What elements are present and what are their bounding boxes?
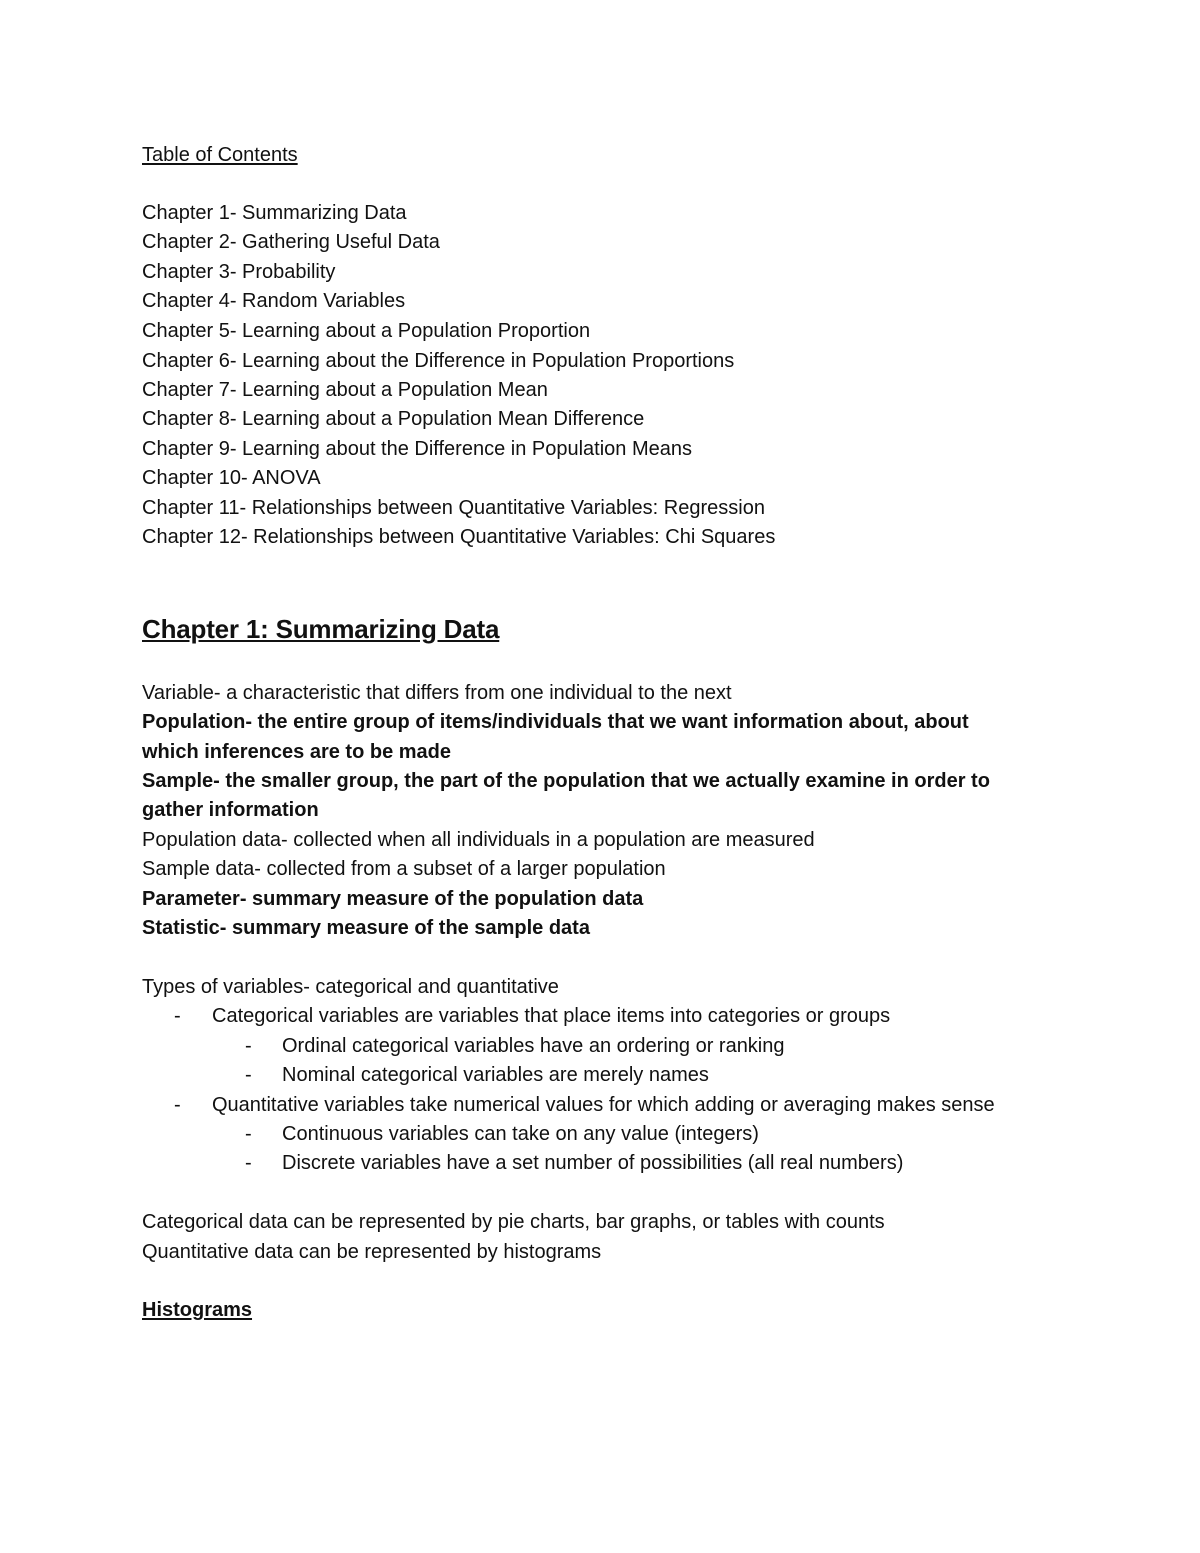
definition-statistic: Statistic- summary measure of the sample data — [142, 917, 590, 939]
toc-item: Chapter 8- Learning about a Population Mean Difference — [142, 408, 645, 430]
bullet-dash: - — [245, 1064, 252, 1086]
toc-item: Chapter 4- Random Variables — [142, 290, 406, 312]
list-item-nominal: Nominal categorical variables are merely names — [282, 1064, 709, 1086]
definition-variable: Variable- a characteristic that differs from one individual to the next — [142, 682, 732, 704]
toc-item: Chapter 5- Learning about a Population Proportion — [142, 320, 591, 342]
toc-item: Chapter 2- Gathering Useful Data — [142, 231, 440, 253]
toc-item: Chapter 6- Learning about the Difference in Population Proportions — [142, 350, 735, 372]
definition-parameter: Parameter- summary measure of the population data — [142, 888, 644, 910]
representation-categorical: Categorical data can be represented by pie charts, bar graphs, or tables with counts — [142, 1211, 885, 1233]
histograms-heading: Histograms — [142, 1299, 253, 1321]
toc-item: Chapter 12- Relationships between Quantitative Variables: Chi Squares — [142, 526, 776, 548]
chapter-heading: Chapter 1: Summarizing Data — [142, 614, 500, 644]
representation-quantitative: Quantitative data can be represented by histograms — [142, 1241, 602, 1263]
toc-item: Chapter 10- ANOVA — [142, 467, 321, 489]
toc-item: Chapter 11- Relationships between Quantitative Variables: Regression — [142, 497, 765, 519]
definition-population-cont: which inferences are to be made — [142, 741, 451, 763]
bullet-dash: - — [174, 1005, 181, 1027]
bullet-dash: - — [245, 1035, 252, 1057]
bullet-dash: - — [245, 1152, 252, 1174]
definition-population: Population- the entire group of items/individuals that we want information about, about — [142, 711, 969, 733]
toc-item: Chapter 1- Summarizing Data — [142, 202, 407, 224]
list-item-ordinal: Ordinal categorical variables have an ordering or ranking — [282, 1035, 785, 1057]
definition-sample-cont: gather information — [142, 799, 319, 821]
bullet-dash: - — [174, 1094, 181, 1116]
definition-sample: Sample- the smaller group, the part of the population that we actually examine in order to — [142, 770, 990, 792]
list-item-discrete: Discrete variables have a set number of possibilities (all real numbers) — [282, 1152, 904, 1174]
toc-item: Chapter 7- Learning about a Population Mean — [142, 379, 548, 401]
list-item-categorical: Categorical variables are variables that place items into categories or groups — [212, 1005, 891, 1027]
definition-sample-data: Sample data- collected from a subset of a larger population — [142, 858, 666, 880]
types-intro: Types of variables- categorical and quantitative — [142, 976, 559, 998]
toc-title: Table of Contents — [142, 144, 298, 166]
toc-item: Chapter 9- Learning about the Difference in Population Means — [142, 438, 692, 460]
definition-population-data: Population data- collected when all individuals in a population are measured — [142, 829, 815, 851]
toc-item: Chapter 3- Probability — [142, 261, 336, 283]
list-item-quantitative: Quantitative variables take numerical values for which adding or averaging makes sense — [212, 1094, 995, 1116]
bullet-dash: - — [245, 1123, 252, 1145]
list-item-continuous: Continuous variables can take on any value (integers) — [282, 1123, 759, 1145]
